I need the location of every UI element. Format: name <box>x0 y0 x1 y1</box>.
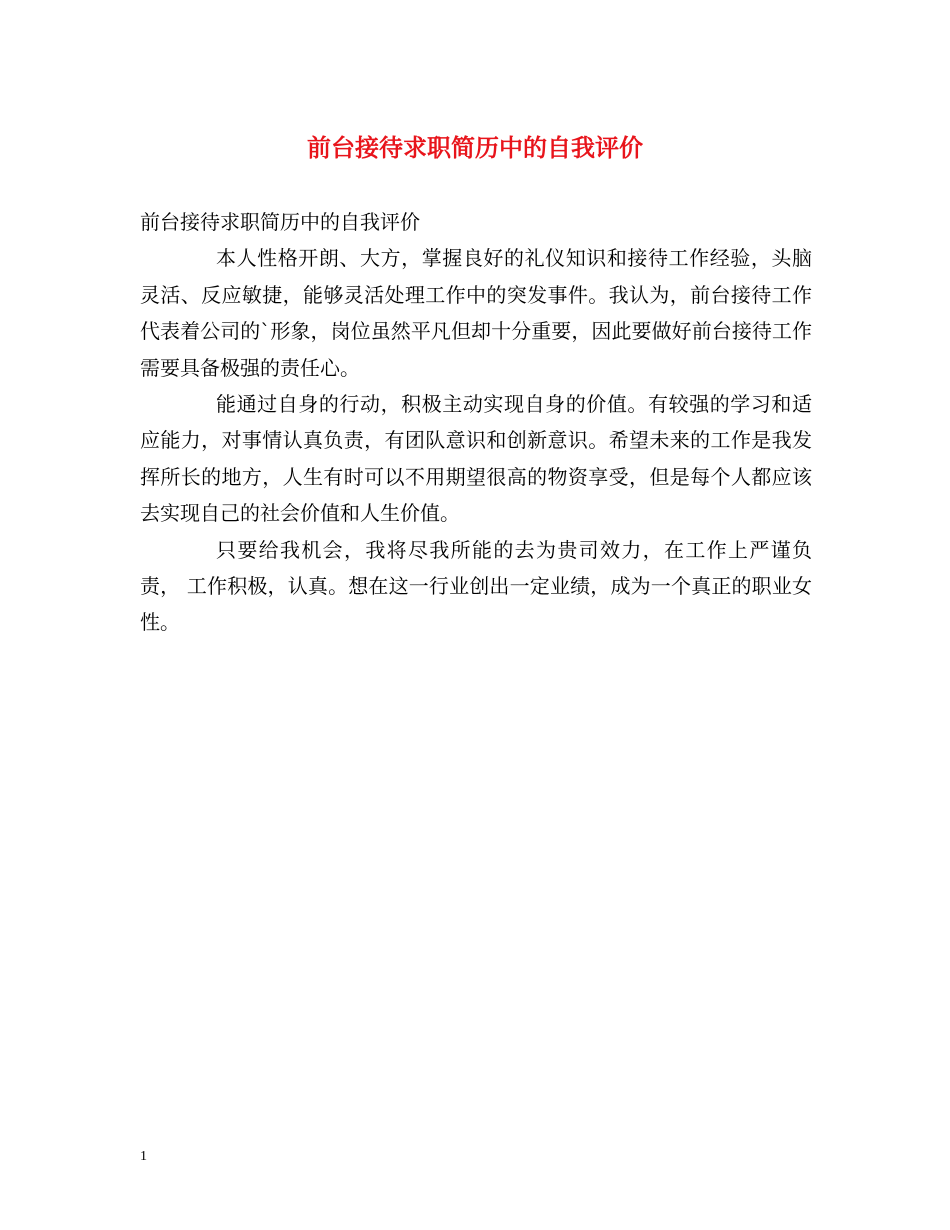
paragraph-3: 只要给我机会，我将尽我所能的去为贵司效力，在工作上严谨负责， 工作积极，认真。想在这一行业创出一定业绩，成为一个真正的职业女性。 <box>140 537 812 635</box>
document-subtitle: 前台接待求职简历中的自我评价 <box>140 210 420 234</box>
page-number: 1 <box>140 1149 147 1164</box>
paragraph-2: 能通过自身的行动，积极主动实现自身的价值。有较强的学习和适应能力，对事情认真负责，有团队意识和创新意识。希望未来的工作是我发挥所长的地方，人生有时可以不用期望很高的物资享受，但是每个人都应该去实现自己的社会价值和人生价值。 <box>140 392 812 526</box>
document-title: 前台接待求职简历中的自我评价 <box>307 133 643 162</box>
document-body <box>140 204 812 641</box>
paragraph-1: 本人性格开朗、大方，掌握良好的礼仪知识和接待工作经验，头脑灵活、反应敏捷，能够灵活处理工作中的突发事件。我认为，前台接待工作代表着公司的`形象，岗位虽然平凡但却十分重要，因此要做好前台接待工作需要具备极强的责任心。 <box>140 246 812 380</box>
